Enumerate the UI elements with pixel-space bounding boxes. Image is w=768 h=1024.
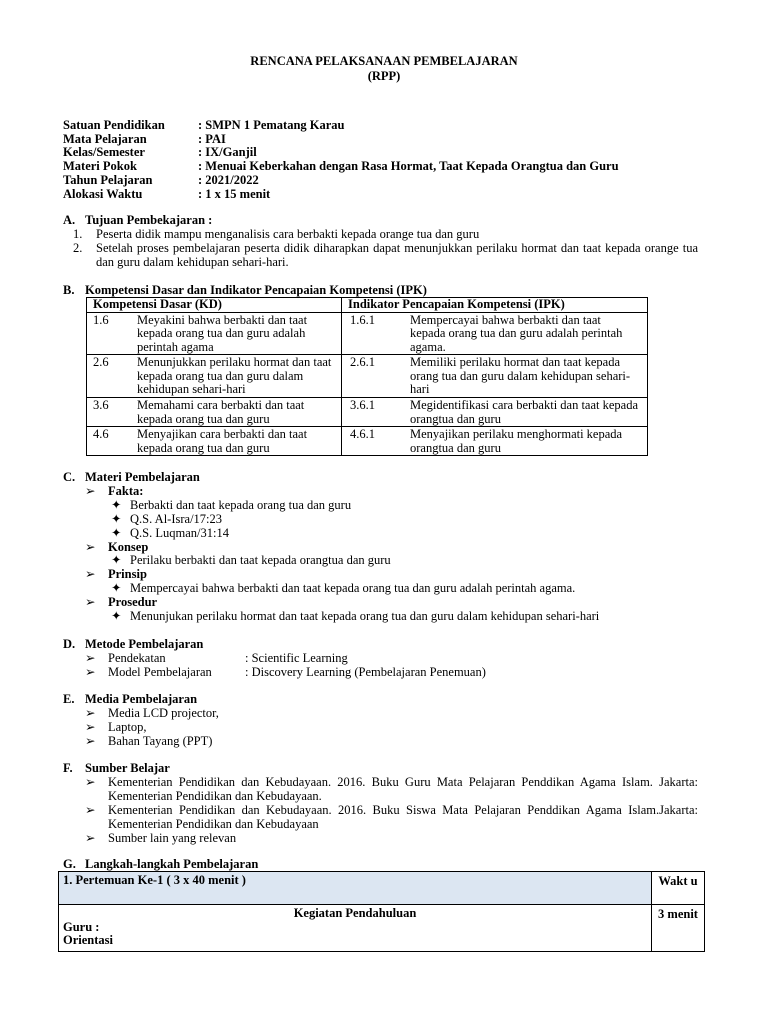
cross-bullet-icon: ✦ bbox=[111, 512, 122, 526]
kd-text: Menunjukkan perilaku hormat dan taat kepada orang tua dan guru dalam kehidupan sehari-hari bbox=[137, 355, 342, 398]
identity-label: Materi Pokok bbox=[63, 159, 137, 173]
arrow-bullet-icon: ➢ bbox=[85, 484, 96, 498]
arrow-bullet-icon: ➢ bbox=[85, 567, 96, 581]
ipk-number: 2.6.1 bbox=[342, 355, 411, 398]
guru-label: Guru : bbox=[63, 919, 100, 934]
ipk-text: Memiliki perilaku hormat dan taat kepada orang tua dan guru dalam kehidupan sehari-hari bbox=[410, 355, 648, 398]
kd-text: Memahami cara berbakti dan taat kepada orang tua dan guru bbox=[137, 398, 342, 427]
arrow-bullet-icon: ➢ bbox=[85, 720, 96, 734]
ipk-number: 1.6.1 bbox=[342, 312, 411, 355]
cross-bullet-icon: ✦ bbox=[111, 553, 122, 567]
table-row bbox=[87, 398, 648, 427]
arrow-bullet-icon: ➢ bbox=[85, 706, 96, 720]
method-label: Model Pembelajaran bbox=[108, 665, 212, 679]
list-item: Setelah proses pembelajaran peserta didik diharapkan dapat menunjukkan perilaku hormat dan taat kepada orange tua dan guru dalam kehidupan sehari-hari. bbox=[96, 241, 698, 269]
arrow-bullet-icon: ➢ bbox=[85, 540, 96, 554]
list-item: Q.S. Al-Isra/17:23 bbox=[130, 512, 223, 526]
method-label: Pendekatan bbox=[108, 651, 166, 665]
method-value: : Scientific Learning bbox=[245, 651, 348, 665]
table-row bbox=[87, 312, 648, 355]
kd-number: 2.6 bbox=[87, 355, 138, 398]
section-g-heading: G. Langkah-langkah Pembelajaran bbox=[63, 857, 259, 871]
list-item: Menunjukan perilaku hormat dan taat kepada orang tua dan guru dalam kehidupan sehari-hari bbox=[130, 609, 600, 623]
arrow-bullet-icon: ➢ bbox=[85, 734, 96, 748]
table-header-row bbox=[87, 298, 648, 313]
list-item: Q.S. Luqman/31:14 bbox=[130, 526, 229, 540]
kd-number: 1.6 bbox=[87, 312, 138, 355]
list-item: Perilaku berbakti dan taat kepada orangtua dan guru bbox=[130, 553, 391, 567]
list-item: Laptop, bbox=[108, 720, 147, 734]
method-value: : Discovery Learning (Pembelajaran Penemuan) bbox=[245, 665, 486, 679]
list-item: Peserta didik mampu menganalisis cara berbakti kepada orange tua dan guru bbox=[96, 227, 480, 241]
identity-value: : Menuai Keberkahan dengan Rasa Hormat, Taat Kepada Orangtua dan Guru bbox=[198, 159, 619, 173]
list-number: 2. bbox=[73, 241, 83, 255]
table-row bbox=[59, 872, 705, 905]
prinsip-label: Prinsip bbox=[108, 567, 147, 581]
kd-text: Meyakini bahwa berbakti dan taat kepada orang tua dan guru adalah perintah agama bbox=[137, 312, 342, 355]
list-item: Kementerian Pendidikan dan Kebudayaan. 2016. Buku Siswa Mata Pelajaran Penddikan Agama Islam.Jakarta: Kementerian Pendidikan dan Kebudayaan bbox=[108, 803, 698, 831]
orientasi-label: Orientasi bbox=[63, 933, 113, 947]
identity-value: : PAI bbox=[198, 132, 226, 146]
prosedur-label: Prosedur bbox=[108, 595, 158, 609]
document-subtitle: (RPP) bbox=[367, 69, 401, 83]
ipk-header: Indikator Pencapaian Kompetensi (IPK) bbox=[342, 298, 648, 313]
cross-bullet-icon: ✦ bbox=[111, 498, 122, 512]
kd-ipk-table bbox=[86, 297, 648, 456]
ipk-number: 4.6.1 bbox=[342, 427, 411, 456]
section-a-heading: A. Tujuan Pembekajaran : bbox=[63, 213, 213, 227]
identity-label: Kelas/Semester bbox=[63, 145, 145, 159]
arrow-bullet-icon: ➢ bbox=[85, 775, 96, 789]
identity-label: Tahun Pelajaran bbox=[63, 173, 153, 187]
identity-value: : 1 x 15 menit bbox=[198, 187, 271, 201]
kegiatan-label: Kegiatan Pendahuluan bbox=[293, 906, 417, 920]
kd-text: Menyajikan cara berbakti dan taat kepada orang tua dan guru bbox=[137, 427, 342, 456]
cross-bullet-icon: ✦ bbox=[111, 581, 122, 595]
section-e-heading: E. Media Pembelajaran bbox=[63, 692, 198, 706]
arrow-bullet-icon: ➢ bbox=[85, 665, 96, 679]
list-item: Berbakti dan taat kepada orang tua dan guru bbox=[130, 498, 352, 512]
list-item: Kementerian Pendidikan dan Kebudayaan. 2016. Buku Guru Mata Pelajaran Penddikan Agama Islam. Jakarta: Kementerian Pendidikan dan Kebudayaan. bbox=[108, 775, 698, 803]
section-c-heading: C. Materi Pembelajaran bbox=[63, 470, 200, 484]
section-f-heading: F. Sumber Belajar bbox=[63, 761, 170, 775]
ipk-text: Megidentifikasi cara berbakti dan taat kepada orangtua dan guru bbox=[410, 398, 648, 427]
list-item: Sumber lain yang relevan bbox=[108, 831, 237, 845]
table-row bbox=[87, 355, 648, 398]
identity-label: Satuan Pendidikan bbox=[63, 118, 165, 132]
fakta-label: Fakta: bbox=[108, 484, 144, 498]
kd-number: 3.6 bbox=[87, 398, 138, 427]
duration-cell: 3 menit bbox=[652, 905, 705, 952]
list-item: Media LCD projector, bbox=[108, 706, 219, 720]
meeting-header: 1. Pertemuan Ke-1 ( 3 x 40 menit ) bbox=[59, 872, 652, 905]
list-item: Bahan Tayang (PPT) bbox=[108, 734, 213, 748]
identity-label: Mata Pelajaran bbox=[63, 132, 147, 146]
ipk-number: 3.6.1 bbox=[342, 398, 411, 427]
ipk-text: Mempercayai bahwa berbakti dan taat kepada orang tua dan guru adalah perintah agama. bbox=[410, 312, 648, 355]
ipk-text: Menyajikan perilaku menghormati kepada orangtua dan guru bbox=[410, 427, 648, 456]
arrow-bullet-icon: ➢ bbox=[85, 803, 96, 817]
konsep-label: Konsep bbox=[108, 540, 149, 554]
table-row bbox=[87, 427, 648, 456]
identity-value: : IX/Ganjil bbox=[198, 145, 257, 159]
identity-value: : 2021/2022 bbox=[198, 173, 259, 187]
cross-bullet-icon: ✦ bbox=[111, 526, 122, 540]
learning-steps-table bbox=[58, 871, 705, 952]
waktu-header: Wakt u bbox=[652, 872, 705, 905]
arrow-bullet-icon: ➢ bbox=[85, 651, 96, 665]
document-title: RENCANA PELAKSANAAN PEMBELAJARAN bbox=[250, 54, 518, 68]
table-row bbox=[59, 905, 705, 952]
arrow-bullet-icon: ➢ bbox=[85, 831, 96, 845]
list-item: Mempercayai bahwa berbakti dan taat kepada orang tua dan guru adalah perintah agama. bbox=[130, 581, 576, 595]
kegiatan-cell bbox=[59, 905, 652, 952]
list-number: 1. bbox=[73, 227, 83, 241]
kd-header: Kompetensi Dasar (KD) bbox=[87, 298, 342, 313]
section-d-heading: D. Metode Pembelajaran bbox=[63, 637, 204, 651]
section-b-heading: B. Kompetensi Dasar dan Indikator Pencapaian Kompetensi (IPK) bbox=[63, 283, 427, 297]
kd-number: 4.6 bbox=[87, 427, 138, 456]
cross-bullet-icon: ✦ bbox=[111, 609, 122, 623]
identity-label: Alokasi Waktu bbox=[63, 187, 143, 201]
arrow-bullet-icon: ➢ bbox=[85, 595, 96, 609]
identity-value: : SMPN 1 Pematang Karau bbox=[198, 118, 345, 132]
